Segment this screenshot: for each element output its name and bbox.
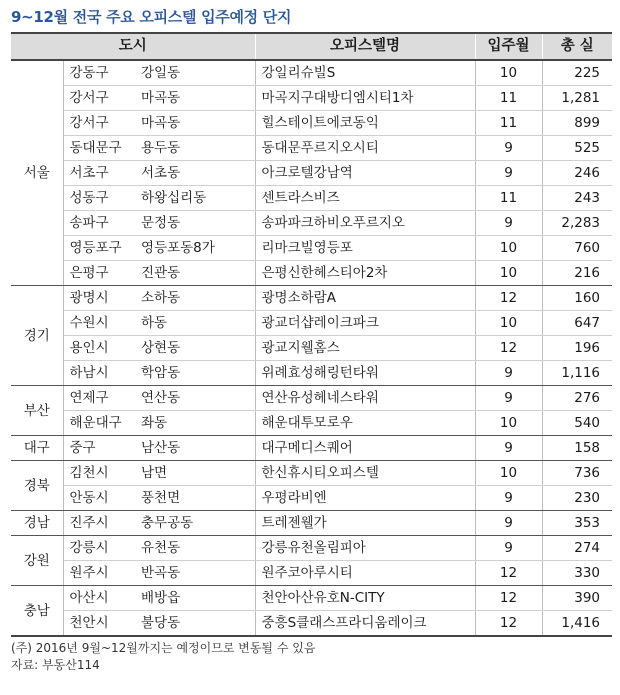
dong-cell: 마곡동	[135, 86, 255, 111]
dong-cell: 유천동	[135, 536, 255, 561]
officetel-name-cell: 강일리슈빌S	[255, 60, 475, 86]
total-units-cell: 390	[542, 586, 612, 611]
total-units-cell: 899	[542, 111, 612, 136]
move-in-month-cell: 12	[475, 336, 542, 361]
officetel-name-cell: 광교더샵레이크파크	[255, 311, 475, 336]
officetel-name-cell: 천안아산유호N-CITY	[255, 586, 475, 611]
city-cell: 진주시	[63, 511, 135, 536]
header-units: 총 실	[542, 33, 612, 60]
total-units-cell: 196	[542, 336, 612, 361]
move-in-month-cell: 9	[475, 486, 542, 511]
city-cell: 송파구	[63, 211, 135, 236]
officetel-name-cell: 중흥S클래스프라디움레이크	[255, 611, 475, 637]
dong-cell: 상현동	[135, 336, 255, 361]
total-units-cell: 160	[542, 286, 612, 311]
dong-cell: 소하동	[135, 286, 255, 311]
header-row	[11, 33, 612, 60]
move-in-month-cell: 10	[475, 261, 542, 286]
table-row	[11, 361, 612, 386]
city-cell: 천안시	[63, 611, 135, 637]
table-title: 9~12월 전국 주요 오피스텔 입주예정 단지	[11, 8, 292, 26]
region-cell: 부산	[11, 386, 63, 436]
table-row	[11, 586, 612, 611]
total-units-cell: 1,416	[542, 611, 612, 637]
move-in-month-cell: 9	[475, 436, 542, 461]
region-cell: 서울	[11, 60, 63, 286]
table-row	[11, 136, 612, 161]
header-region: 도시	[11, 33, 255, 60]
table-row	[11, 336, 612, 361]
city-cell: 해운대구	[63, 411, 135, 436]
dong-cell: 배방읍	[135, 586, 255, 611]
city-cell: 원주시	[63, 561, 135, 586]
move-in-month-cell: 10	[475, 461, 542, 486]
city-cell: 영등포구	[63, 236, 135, 261]
dong-cell: 불당동	[135, 611, 255, 637]
dong-cell: 문정동	[135, 211, 255, 236]
table-row	[11, 60, 612, 86]
city-cell: 하남시	[63, 361, 135, 386]
city-cell: 강서구	[63, 86, 135, 111]
officetel-name-cell: 한신휴시티오피스텔	[255, 461, 475, 486]
move-in-month-cell: 9	[475, 386, 542, 411]
table-row	[11, 236, 612, 261]
table-row	[11, 536, 612, 561]
city-cell: 광명시	[63, 286, 135, 311]
region-cell: 경북	[11, 461, 63, 511]
total-units-cell: 243	[542, 186, 612, 211]
officetel-name-cell: 연산유성헤네스타워	[255, 386, 475, 411]
total-units-cell: 158	[542, 436, 612, 461]
total-units-cell: 525	[542, 136, 612, 161]
officetel-table	[11, 32, 612, 637]
move-in-month-cell: 12	[475, 286, 542, 311]
table-row	[11, 511, 612, 536]
officetel-name-cell: 센트라스비즈	[255, 186, 475, 211]
dong-cell: 용두동	[135, 136, 255, 161]
table-row	[11, 161, 612, 186]
officetel-name-cell: 아크로텔강남역	[255, 161, 475, 186]
officetel-name-cell: 해운대투모로우	[255, 411, 475, 436]
dong-cell: 영등포동8가	[135, 236, 255, 261]
dong-cell: 하동	[135, 311, 255, 336]
move-in-month-cell: 9	[475, 511, 542, 536]
move-in-month-cell: 9	[475, 211, 542, 236]
region-cell: 경기	[11, 286, 63, 386]
table-row	[11, 611, 612, 637]
region-cell: 강원	[11, 536, 63, 586]
city-cell: 연제구	[63, 386, 135, 411]
dong-cell: 연산동	[135, 386, 255, 411]
officetel-name-cell: 트레젠웰가	[255, 511, 475, 536]
officetel-name-cell: 은평신한헤스티아2차	[255, 261, 475, 286]
table-row	[11, 211, 612, 236]
total-units-cell: 353	[542, 511, 612, 536]
move-in-month-cell: 9	[475, 361, 542, 386]
move-in-month-cell: 12	[475, 586, 542, 611]
table-row	[11, 486, 612, 511]
table-row	[11, 111, 612, 136]
table-row	[11, 186, 612, 211]
city-cell: 동대문구	[63, 136, 135, 161]
total-units-cell: 2,283	[542, 211, 612, 236]
table-row	[11, 411, 612, 436]
move-in-month-cell: 12	[475, 611, 542, 637]
move-in-month-cell: 9	[475, 536, 542, 561]
dong-cell: 좌동	[135, 411, 255, 436]
total-units-cell: 330	[542, 561, 612, 586]
move-in-month-cell: 10	[475, 411, 542, 436]
source-note: 자료: 부동산114	[11, 658, 100, 672]
total-units-cell: 274	[542, 536, 612, 561]
table-row	[11, 461, 612, 486]
move-in-month-cell: 10	[475, 236, 542, 261]
city-cell: 용인시	[63, 336, 135, 361]
dong-cell: 남면	[135, 461, 255, 486]
city-cell: 강동구	[63, 60, 135, 86]
city-cell: 중구	[63, 436, 135, 461]
table-row	[11, 436, 612, 461]
dong-cell: 충무공동	[135, 511, 255, 536]
region-cell: 경남	[11, 511, 63, 536]
region-cell: 대구	[11, 436, 63, 461]
city-cell: 아산시	[63, 586, 135, 611]
city-cell: 성동구	[63, 186, 135, 211]
officetel-name-cell: 강릉유천올림피아	[255, 536, 475, 561]
city-cell: 은평구	[63, 261, 135, 286]
move-in-month-cell: 11	[475, 186, 542, 211]
city-cell: 안동시	[63, 486, 135, 511]
move-in-month-cell: 11	[475, 111, 542, 136]
total-units-cell: 230	[542, 486, 612, 511]
officetel-name-cell: 광교지웰홈스	[255, 336, 475, 361]
dong-cell: 학암동	[135, 361, 255, 386]
city-cell: 수원시	[63, 311, 135, 336]
dong-cell: 서초동	[135, 161, 255, 186]
officetel-name-cell: 동대문푸르지오시티	[255, 136, 475, 161]
total-units-cell: 736	[542, 461, 612, 486]
total-units-cell: 246	[542, 161, 612, 186]
move-in-month-cell: 10	[475, 311, 542, 336]
city-cell: 강서구	[63, 111, 135, 136]
officetel-name-cell: 우평라비엔	[255, 486, 475, 511]
city-cell: 김천시	[63, 461, 135, 486]
dong-cell: 마곡동	[135, 111, 255, 136]
total-units-cell: 540	[542, 411, 612, 436]
officetel-name-cell: 광명소하람A	[255, 286, 475, 311]
table-row	[11, 311, 612, 336]
header-name: 오피스텔명	[255, 33, 475, 60]
move-in-month-cell: 9	[475, 161, 542, 186]
move-in-month-cell: 9	[475, 136, 542, 161]
move-in-month-cell: 11	[475, 86, 542, 111]
officetel-name-cell: 위례효성해링턴타워	[255, 361, 475, 386]
table-row	[11, 261, 612, 286]
dong-cell: 진관동	[135, 261, 255, 286]
dong-cell: 강일동	[135, 60, 255, 86]
officetel-name-cell: 송파파크하비오푸르지오	[255, 211, 475, 236]
officetel-name-cell: 리마크빌영등포	[255, 236, 475, 261]
table-row	[11, 561, 612, 586]
footnote: (주) 2016년 9월~12월까지는 예정이므로 변동될 수 있음	[11, 641, 316, 655]
table-row	[11, 86, 612, 111]
officetel-name-cell: 대구메디스퀘어	[255, 436, 475, 461]
total-units-cell: 647	[542, 311, 612, 336]
dong-cell: 남산동	[135, 436, 255, 461]
city-cell: 강릉시	[63, 536, 135, 561]
total-units-cell: 216	[542, 261, 612, 286]
dong-cell: 반곡동	[135, 561, 255, 586]
table-row	[11, 286, 612, 311]
total-units-cell: 760	[542, 236, 612, 261]
region-cell: 충남	[11, 586, 63, 637]
table-body	[11, 60, 612, 636]
move-in-month-cell: 12	[475, 561, 542, 586]
total-units-cell: 1,281	[542, 86, 612, 111]
officetel-name-cell: 마곡지구대방디엠시티1차	[255, 86, 475, 111]
total-units-cell: 1,116	[542, 361, 612, 386]
total-units-cell: 225	[542, 60, 612, 86]
header-month: 입주월	[475, 33, 542, 60]
dong-cell: 하왕십리동	[135, 186, 255, 211]
officetel-name-cell: 원주코아루시티	[255, 561, 475, 586]
officetel-name-cell: 힐스테이트에코동익	[255, 111, 475, 136]
city-cell: 서초구	[63, 161, 135, 186]
dong-cell: 풍천면	[135, 486, 255, 511]
total-units-cell: 276	[542, 386, 612, 411]
table-row	[11, 386, 612, 411]
move-in-month-cell: 10	[475, 60, 542, 86]
